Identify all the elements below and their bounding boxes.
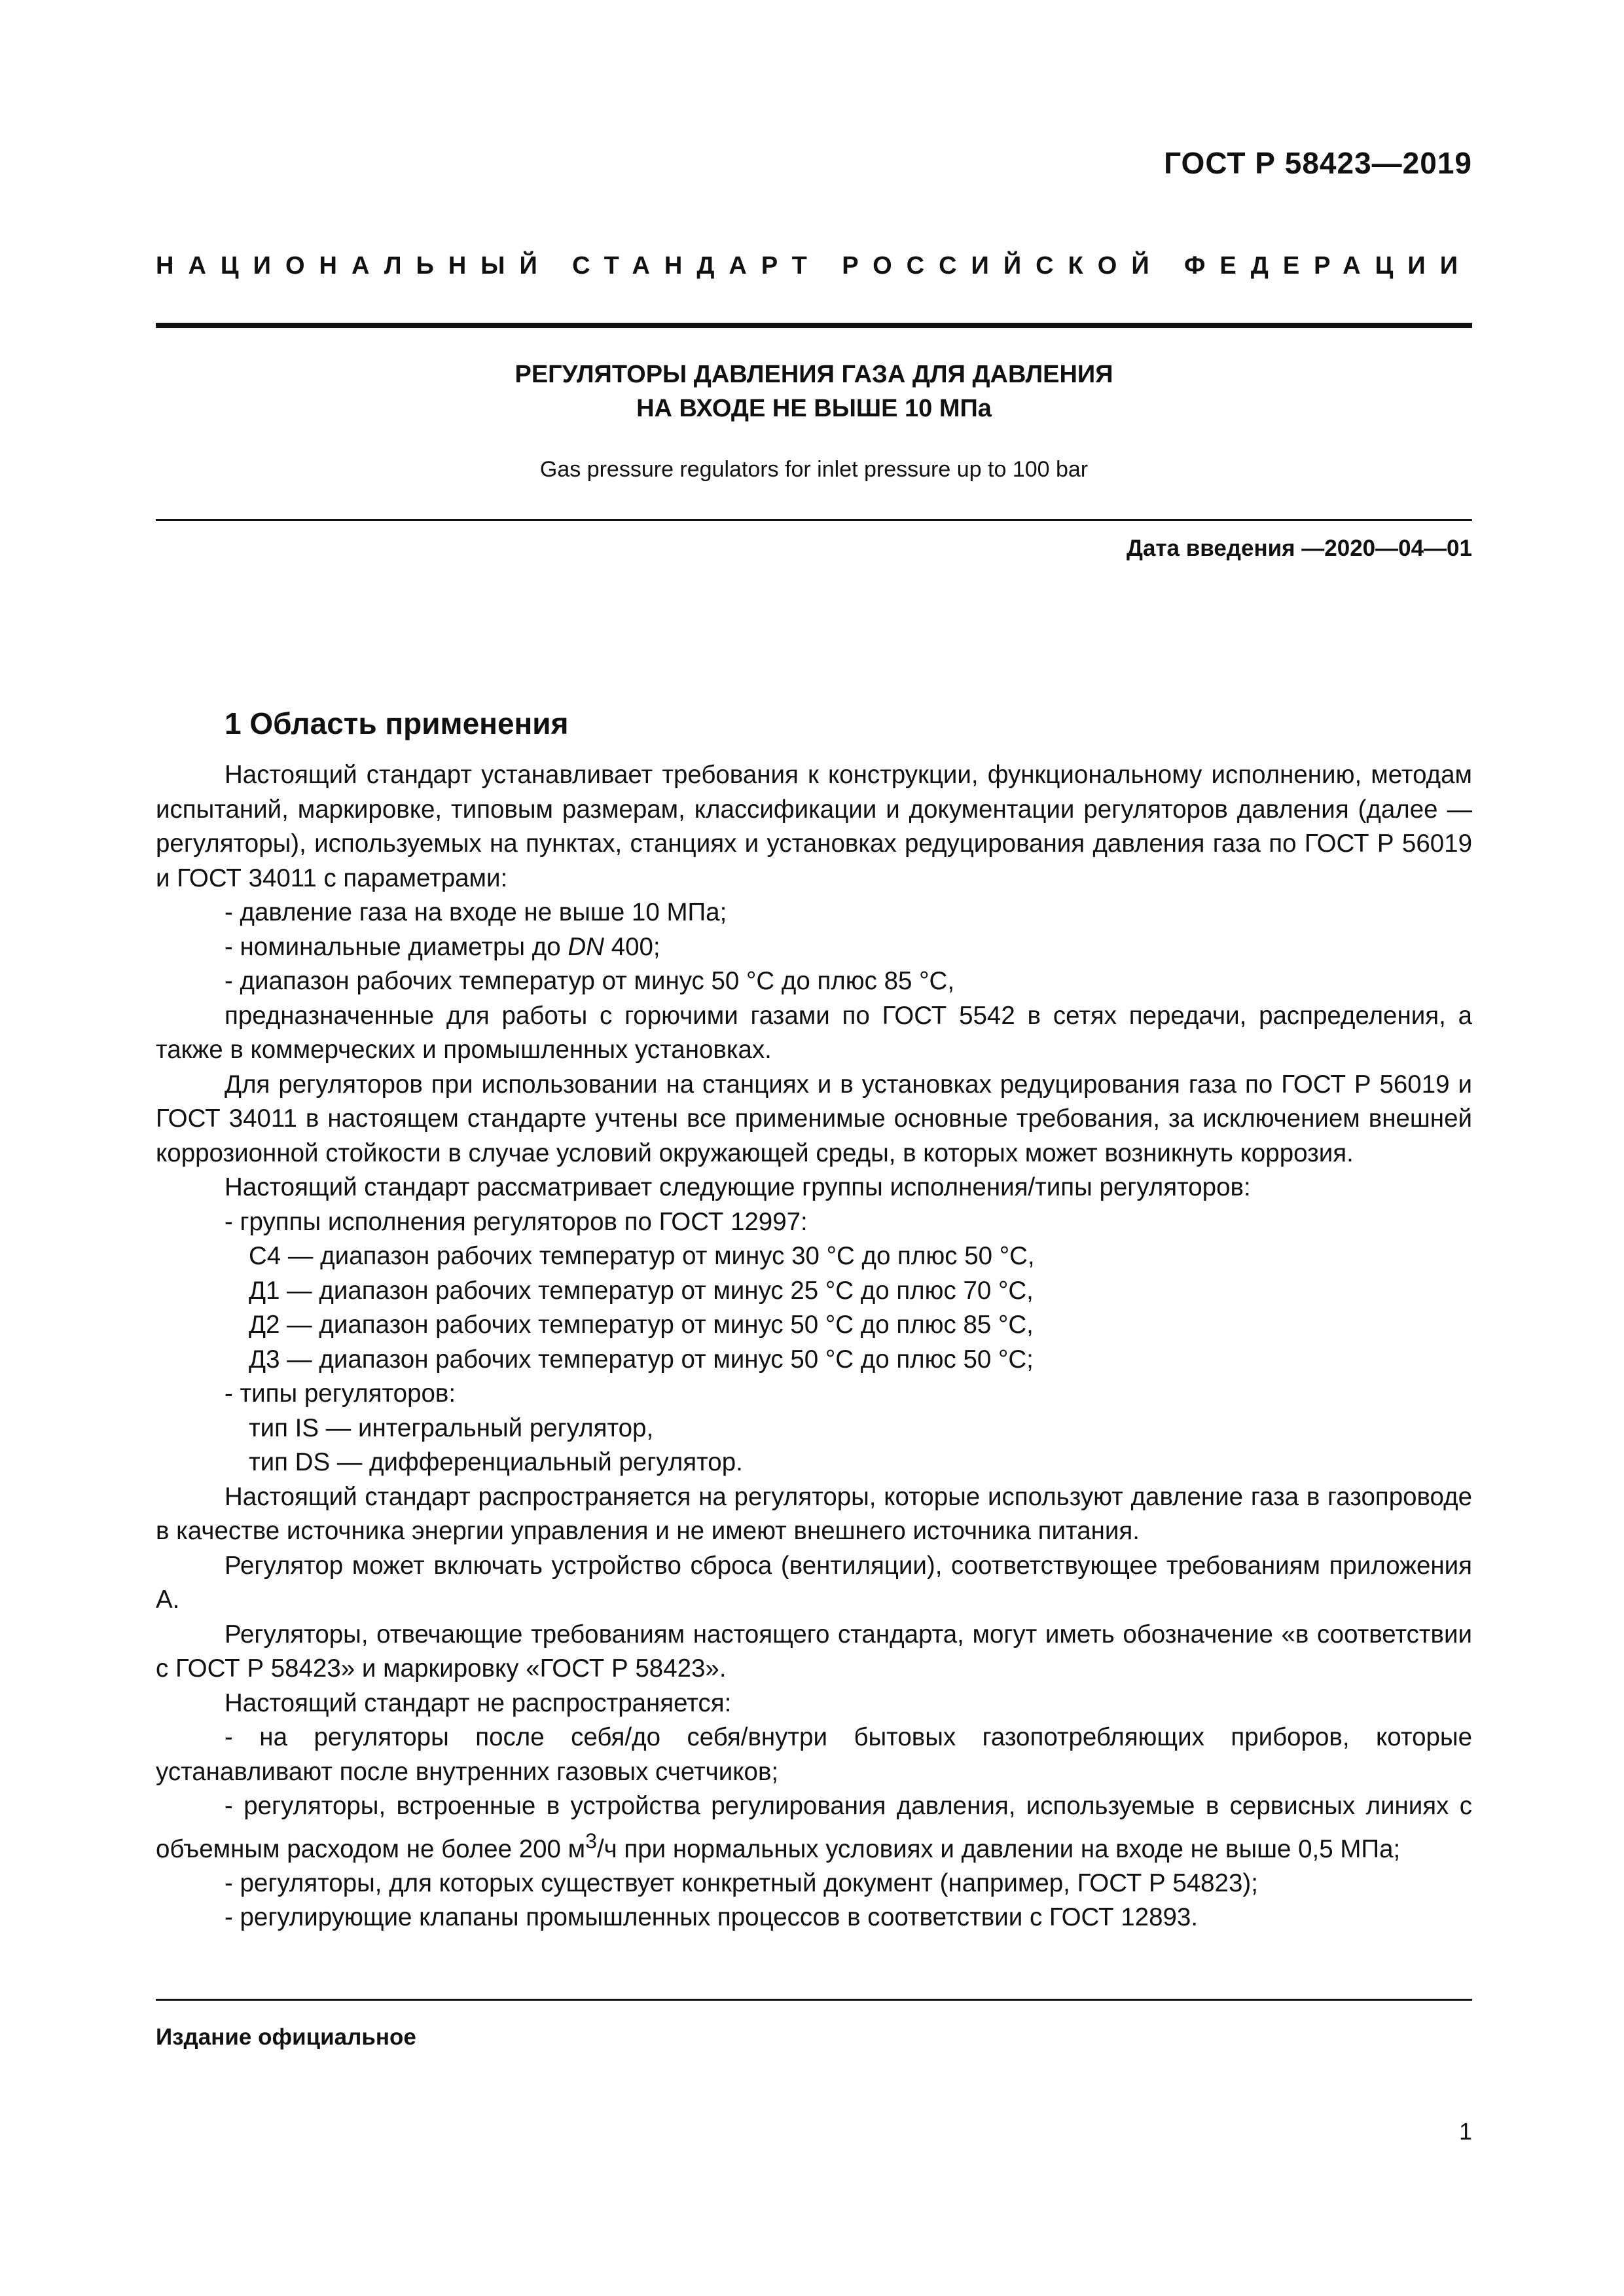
list-item xyxy=(156,930,1472,965)
list-subitem: Д2 — диапазон рабочих температур от минус 50 °С до плюс 85 °С, xyxy=(249,1311,1034,1339)
title-line-1: РЕГУЛЯТОРЫ ДАВЛЕНИЯ ГАЗА ДЛЯ ДАВЛЕНИЯ xyxy=(514,361,1113,388)
dn-symbol: DN xyxy=(568,932,604,961)
official-edition-label: Издание официальное xyxy=(156,2024,416,2050)
list-subitem: тип DS — дифференциальный регулятор. xyxy=(249,1448,743,1476)
list-subitem: С4 — диапазон рабочих температур от минус 30 °С до плюс 50 °С, xyxy=(249,1242,1035,1270)
list-subitem: тип IS — интегральный регулятор, xyxy=(249,1413,654,1442)
section-body xyxy=(156,758,1472,1935)
list-subitem: Д3 — диапазон рабочих температур от минус 50 °С до плюс 50 °С; xyxy=(249,1345,1034,1374)
paragraph: предназначенные для работы с горючими газами по ГОСТ 5542 в сетях передачи, распределения, а также в коммерческих и промышленных установках. xyxy=(156,1001,1472,1064)
footer-divider xyxy=(156,1999,1472,2001)
page-number: 1 xyxy=(1458,2118,1472,2145)
banner-word-4: ФЕДЕРАЦИИ xyxy=(1183,252,1473,280)
paragraph: Настоящий стандарт распространяется на регуляторы, которые используют давление газа в газопроводе в качестве источника энергии управления и не имеют внешнего источника питания. xyxy=(156,1482,1472,1545)
list-subitem: Д1 — диапазон рабочих температур от минус 25 °С до плюс 70 °С, xyxy=(249,1276,1034,1305)
section-heading: 1 Область применения xyxy=(225,706,569,740)
paragraph: Настоящий стандарт рассматривает следующие группы исполнения/типы регуляторов: xyxy=(225,1173,1251,1201)
title-divider xyxy=(156,519,1472,521)
banner-word-1: НАЦИОНАЛЬНЫЙ xyxy=(156,252,552,280)
title-line-2: НА ВХОДЕ НЕ ВЫШЕ 10 МПа xyxy=(636,395,992,422)
paragraph: Регуляторы, отвечающие требованиям настоящего стандарта, могут иметь обозначение «в соответствии с ГОСТ Р 58423» и маркировку «ГОСТ Р 58423». xyxy=(156,1620,1472,1683)
exclusion-item: - на регуляторы после себя/до себя/внутри бытовых газопотребляющих приборов, которые устанавливают после внутренних газовых счетчиков; xyxy=(156,1723,1472,1786)
list-item: - давление газа на входе не выше 10 МПа; xyxy=(225,898,727,926)
paragraph: Регулятор может включать устройство сброса (вентиляции), соответствующее требованиям приложения А. xyxy=(156,1551,1472,1614)
list-item: - диапазон рабочих температур от минус 50 °С до плюс 85 °С, xyxy=(225,967,955,995)
english-title: Gas pressure regulators for inlet pressure up to 100 bar xyxy=(539,457,1089,482)
introduction-date: Дата введения —2020—04—01 xyxy=(1127,536,1472,561)
exclusion-text: /ч при нормальных условиях и давлении на входе не выше 0,5 МПа; xyxy=(596,1834,1401,1863)
list-item-text: - номинальные диаметры до xyxy=(225,932,568,961)
list-item-text: 400; xyxy=(604,932,660,961)
paragraph: Настоящий стандарт не распространяется: xyxy=(225,1688,732,1717)
list-item: - группы исполнения регуляторов по ГОСТ 12997: xyxy=(225,1207,808,1236)
document-code: ГОСТ Р 58423—2019 xyxy=(1164,146,1472,180)
document-title xyxy=(156,357,1472,426)
header-divider xyxy=(156,323,1472,328)
exclusion-item: - регулирующие клапаны промышленных процессов в соответствии с ГОСТ 12893. xyxy=(225,1903,1199,1932)
banner-word-2: СТАНДАРТ xyxy=(572,252,821,280)
banner-word-3: РОССИЙСКОЙ xyxy=(842,252,1164,280)
list-item: - типы регуляторов: xyxy=(225,1379,456,1408)
exclusion-text: - регуляторы, встроенные в устройства регулирования давления, используемые в сервисных линиях с объемным расходом не более 200 м xyxy=(156,1792,1472,1863)
national-standard-banner xyxy=(156,252,1472,280)
exclusion-item xyxy=(156,1789,1472,1867)
paragraph: Для регуляторов при использовании на станциях и в установках редуцирования газа по ГОСТ Р 56019 и ГОСТ 34011 в настоящем стандарте учтены все применимые основные требования, за исключением внешней коррозионной стойкости в случае условий окружающей среды, в которых может возникнуть коррозия. xyxy=(156,1070,1472,1167)
superscript: 3 xyxy=(585,1829,597,1853)
exclusion-item: - регуляторы, для которых существует конкретный документ (например, ГОСТ Р 54823); xyxy=(225,1868,1258,1897)
paragraph-scope: Настоящий стандарт устанавливает требования к конструкции, функциональному исполнению, методам испытаний, маркировке, типовым размерам, классификации и документации регуляторов давления (далее — регуляторы), используемых на пунктах, станциях и установках редуцирования давления газа по ГОСТ Р 56019 и ГОСТ 34011 с параметрами: xyxy=(156,761,1472,892)
